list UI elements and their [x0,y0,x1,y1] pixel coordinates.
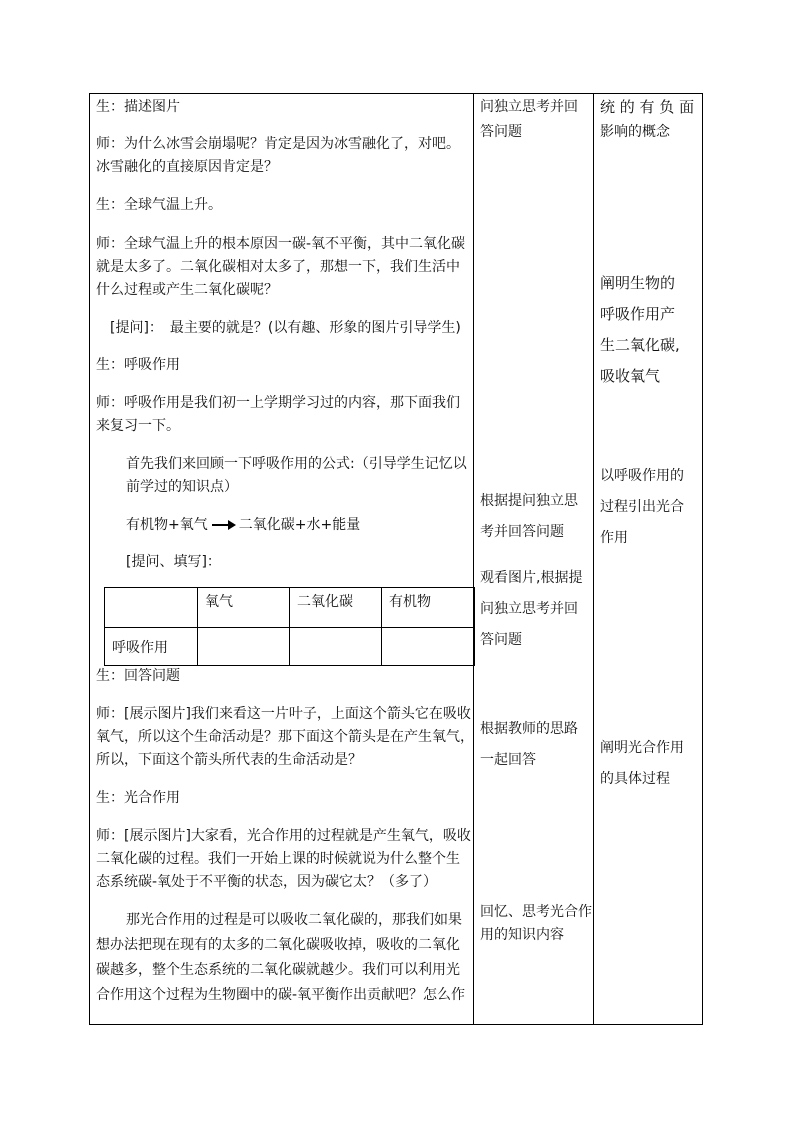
text-formula-intro-line1: 首先我们来回顾一下呼吸作用的公式:（引导学生记忆以 [126,456,467,472]
table-cell [198,628,290,666]
column-divider-2 [593,93,594,1025]
table-header-cell: 氧气 [198,588,290,628]
text-teacher-review-line1: 师：呼吸作用是我们初一上学期学习过的内容，那下面我们 [96,395,460,411]
text-teacher-q1-line2: 冰雪融化的直接原因肯定是？ [96,159,278,175]
text-teacher-review-line2: 来复习一下。 [96,418,180,434]
student-activity-d-line2: 一起回答 [480,752,536,768]
table-header-cell [105,588,198,628]
text-teacher-q1-line1: 师：为什么冰雪会崩塌呢？肯定是因为冰雪融化了，对吧。 [96,136,460,152]
student-activity-c-line1: 观看图片,根据提 [480,570,583,586]
formula-products: 二氧化碳+水+能量 [238,517,361,533]
right-arrow-icon [212,519,236,531]
design-intent-c-line3: 作用 [600,530,628,546]
design-intent-b-line4: 吸收氧气 [600,367,661,385]
text-teacher-leaf-line3: 所以，下面这个箭头所代表的生命活动是？ [96,752,362,768]
respiration-fill-table [104,587,475,666]
design-intent-d-line2: 的具体过程 [600,771,670,787]
student-activity-e-line2: 用的知识内容 [480,927,564,943]
table-cell [382,628,475,666]
design-intent-c-line1: 以呼吸作用的 [600,468,684,484]
design-intent-a-line1: 统 的 有 负 面 [600,98,695,116]
design-intent-b-line1: 阐明生物的 [600,274,676,292]
text-student-answer1: 生：全球气温上升。 [96,197,222,213]
student-activity-a-line1: 问独立思考并回 [480,99,578,115]
text-teacher-photo-line3: 态系统碳-氧处于不平衡的状态，因为碳它太？（多了） [96,874,438,890]
student-activity-b-line1: 根据提问独立思 [480,493,578,509]
respiration-formula [126,514,360,537]
student-activity-c-line2: 问独立思考并回 [480,601,578,617]
text-teacher-q2-line1: 师：全球气温上升的根本原因一碳-氧不平衡，其中二氧化碳 [96,236,466,252]
design-intent-d-line1: 阐明光合作用 [600,740,684,756]
text-student-describe: 生：描述图片 [96,99,180,115]
text-teacher-absorb-line1: 那光合作用的过程是可以吸收二氧化碳的，那我们如果 [126,912,462,928]
table-header-cell: 有机物 [382,588,475,628]
text-teacher-absorb-line3: 碳越多，整个生态系统的二氧化碳就越少。我们可以利用光 [96,962,460,978]
student-activity-d-line1: 根据教师的思路 [480,721,578,737]
text-question-prompt: [提问]： 最主要的就是？(以有趣、形象的图片引导学生) [110,320,461,336]
text-teacher-photo-line2: 二氧化碳的过程。我们一开始上课的时候就说为什么整个生 [96,851,460,867]
text-formula-intro-line2: 前学过的知识点） [126,479,238,495]
table-row [105,628,475,666]
text-teacher-absorb-line2: 想办法把现在现有的太多的二氧化碳吸收掉，吸收的二氧化 [96,937,460,953]
design-intent-c-line2: 过程引出光合 [600,499,684,515]
formula-reactants: 有机物+氧气 [126,517,208,533]
column-divider-1 [473,93,474,1025]
design-intent-b-line3: 生二氧化碳, [600,336,680,354]
text-student-answer3: 生：回答问题 [96,668,180,684]
student-activity-a-line2: 答问题 [480,124,522,140]
text-student-answer4: 生：光合作用 [96,790,180,806]
table-row-label: 呼吸作用 [105,628,198,666]
table-cell [290,628,382,666]
student-activity-c-line3: 答问题 [480,632,522,648]
text-teacher-leaf-line2: 氧气，所以这个生命活动是？那下面这个箭头是在产生氧气， [96,729,474,745]
table-header-cell: 二氧化碳 [290,588,382,628]
text-teacher-absorb-line4: 合作用这个过程为生物圈中的碳-氧平衡作出贡献吧？怎么作 [96,987,466,1003]
student-activity-b-line2: 考并回答问题 [480,524,564,540]
text-teacher-leaf-line1: 师：[展示图片]我们来看这一片叶子，上面这个箭头它在吸收 [96,706,471,722]
text-teacher-q2-line2: 就是太多了。二氧化碳相对太多了，那想一下，我们生活中 [96,259,460,275]
text-question-fill: [提问、填写]： [126,554,221,570]
table-header-row [105,588,475,628]
text-student-answer2: 生：呼吸作用 [96,357,180,373]
design-intent-a-line2: 影响的概念 [600,124,670,140]
text-teacher-photo-line1: 师：[展示图片]大家看，光合作用的过程就是产生氧气，吸收 [96,828,471,844]
text-teacher-q2-line3: 什么过程或产生二氧化碳呢？ [96,282,278,298]
student-activity-e-line1: 回忆、思考光合作 [480,904,592,920]
design-intent-b-line2: 呼吸作用产 [600,305,676,323]
